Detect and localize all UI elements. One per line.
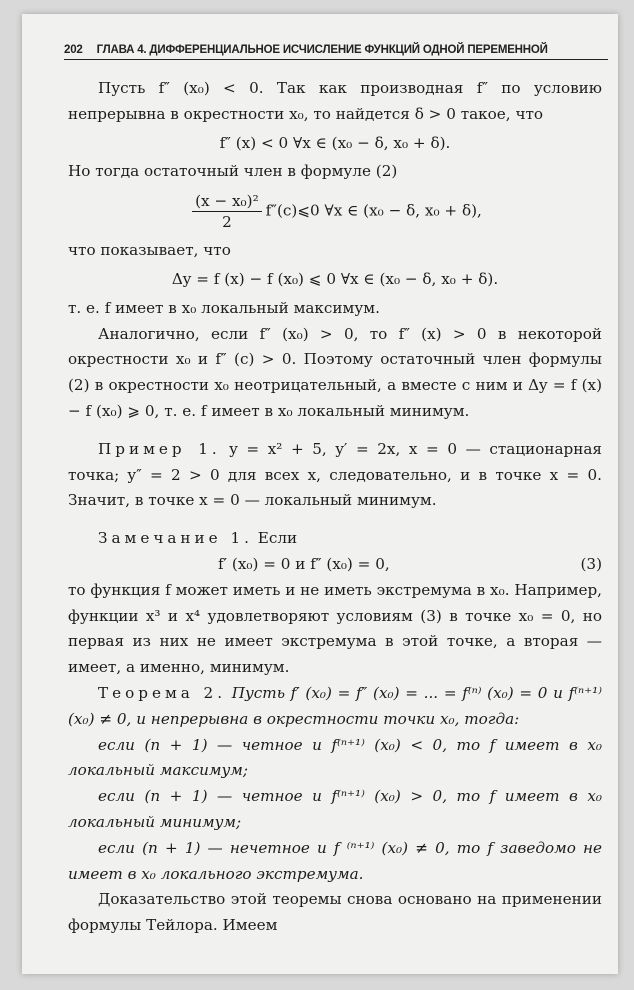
- fraction-denominator: 2: [222, 213, 232, 232]
- remark-1: [68, 526, 602, 552]
- theorem-case-2: если (n + 1) — четное и f⁽ⁿ⁺¹⁾ (x₀) > 0, то f имеет в x₀ локальный минимум;: [68, 787, 602, 831]
- theorem-case-1: если (n + 1) — четное и f⁽ⁿ⁺¹⁾ (x₀) < 0, то f имеет в x₀ локальный максимум;: [68, 735, 602, 780]
- theorem-case-3: если (n + 1) — нечетное и f ⁽ⁿ⁺¹⁾ (x₀) ≠ 0, то f заведомо не имеет в x₀ локального экстремума.: [68, 838, 602, 883]
- fraction: [192, 191, 262, 232]
- page-number: 202: [64, 44, 83, 56]
- formula-4: f′ (x₀) = 0 и f″ (x₀) = 0,: [218, 554, 390, 573]
- formula-3: Δy = f (x) − f (x₀) ⩽ 0 ∀x ∈ (x₀ − δ, x₀ + δ).: [171, 269, 499, 288]
- example-1: [68, 437, 602, 514]
- example-text: y = x² + 5, y′ = 2x, x = 0 — стационарная точка; y″ = 2 > 0 для всех x, следовательно, и в точке x = 0. Значит, в точке x = 0 — локальный минимум.: [68, 439, 602, 510]
- formula-1: f″ (x) < 0 ∀x ∈ (x₀ − δ, x₀ + δ).: [219, 133, 451, 152]
- formula-3-row: [68, 552, 602, 578]
- formula-2: [68, 191, 602, 232]
- paragraph-2: Но тогда остаточный член в формуле (2): [68, 162, 398, 181]
- paragraph-4: т. е. f имеет в x₀ локальный максимум.: [68, 298, 380, 317]
- book-page: [22, 14, 618, 974]
- chapter-title: ГЛАВА 4. ДИФФЕРЕНЦИАЛЬНОЕ ИСЧИСЛЕНИЕ ФУНКЦИЙ ОДНОЙ ПЕРЕМЕННОЙ: [96, 44, 548, 56]
- paragraph-6: то функция f может иметь и не иметь экстремума в x₀. Например, функции x³ и x⁴ удовлетворяют условиям (3) в точке x₀ = 0, но первая из них не имеет экстремума в этой точке, а вторая — имеет, а именно, минимум.: [68, 580, 602, 677]
- fraction-numerator: (x − x₀)²: [192, 191, 262, 212]
- example-label: Пример 1.: [98, 439, 221, 458]
- theorem-label: Теорема 2.: [98, 683, 227, 702]
- page-body: [68, 76, 602, 939]
- paragraph-3: что показывает, что: [68, 241, 231, 260]
- theorem-text: Пусть f′ (x₀) = f″ (x₀) = ... = f⁽ⁿ⁾ (x₀) = 0 и f⁽ⁿ⁺¹⁾ (x₀) ≠ 0, и непрерывна в окрестности точки x₀, тогда:: [68, 683, 602, 728]
- equation-number: (3): [580, 554, 602, 573]
- remark-text: Если: [252, 529, 298, 548]
- theorem-2: [68, 681, 602, 733]
- paragraph-7: Доказательство этой теоремы снова основано на применении формулы Тейлора. Имеем: [68, 890, 602, 935]
- paragraph-5: Аналогично, если f″ (x₀) > 0, то f″ (x) > 0 в некоторой окрестности x₀ и f″ (c) > 0. Поэтому остаточный член формулы (2) в окрестности x₀ неотрицательный, а вместе с ним и Δy = f (x) − f (x₀) ⩾ 0, т. е. f имеет в x₀ локальный минимум.: [68, 324, 602, 420]
- running-head: [64, 44, 608, 60]
- paragraph-1: Пусть f″ (x₀) < 0. Так как производная f″ по условию непрерывна в окрестности x₀, то найдется δ > 0 такое, что: [68, 79, 602, 123]
- formula-2-rest: f″(c)⩽0 ∀x ∈ (x₀ − δ, x₀ + δ),: [265, 201, 482, 220]
- remark-label: Замечание 1.: [98, 529, 253, 548]
